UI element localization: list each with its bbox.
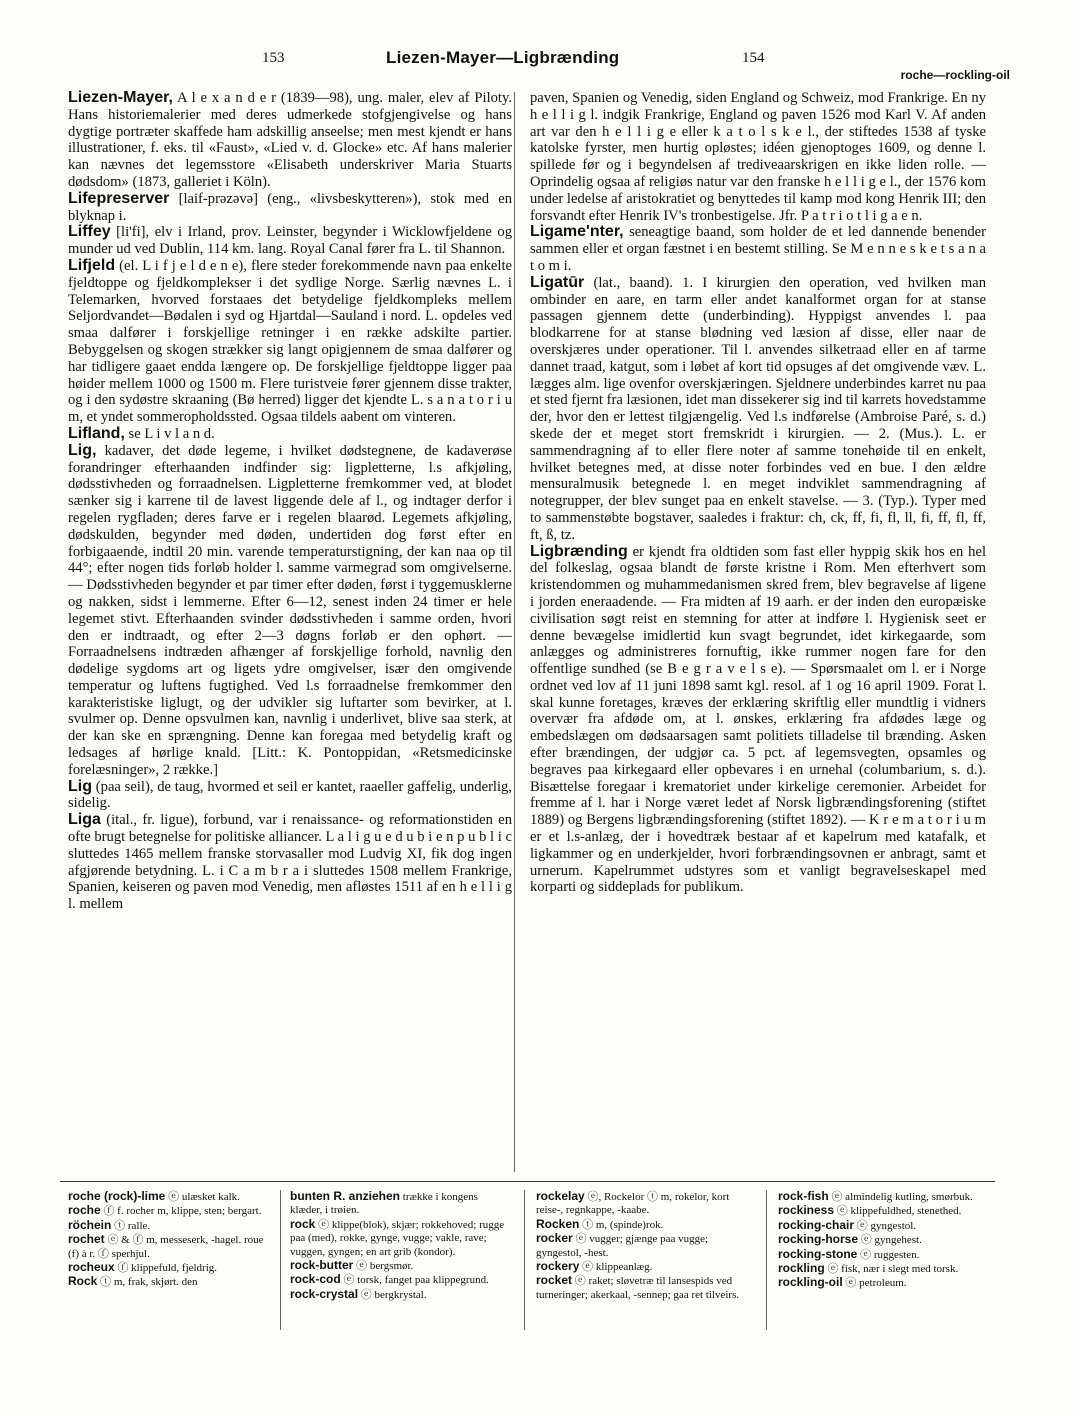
page-number-right: 154 bbox=[742, 50, 765, 66]
dictionary-entry bbox=[68, 1204, 273, 1218]
dictionary-entry bbox=[778, 1248, 992, 1262]
dictionary-entry bbox=[536, 1260, 752, 1274]
entry bbox=[530, 90, 986, 224]
dictionary-gloss: trække i kongens klæder, i trøien. bbox=[290, 1191, 478, 1217]
dictionary-entry bbox=[68, 1190, 273, 1204]
dictionary-word: Rock bbox=[68, 1274, 98, 1289]
dictionary-entry bbox=[290, 1190, 512, 1218]
dictionary-entry bbox=[778, 1233, 992, 1247]
headword: Liezen-Mayer, bbox=[68, 89, 173, 106]
entry-text: seneagtige baand, som holder de et led dannende benender sammen eller et organ fæstnet i en bestemt stilling. Se M e n n e s k e t s a n a t o m i. bbox=[530, 224, 986, 274]
dictionary-column-2 bbox=[290, 1190, 512, 1302]
dictionary-entry bbox=[778, 1262, 992, 1276]
dictionary-word: röchein bbox=[68, 1217, 112, 1232]
entry bbox=[68, 191, 512, 225]
column-divider bbox=[514, 92, 515, 1172]
dictionary-word: bunten R. anziehen bbox=[290, 1189, 401, 1203]
dictionary-gloss: ⓣ m, (spinde)rok. bbox=[579, 1218, 664, 1231]
entry-text: kadaver, det døde legeme, i hvilket dødstegnene, de kadaverøse forandringer efterhaanden indfinder sig: ligpletterne, l.s afkjøling, dødsstivheden og forraadnelsen. Ligpletterne fremkommer ved, at blodet sænker sig i karrene til de lavest liggende dele af l., og indtager derfor i regelen rygfladen; deres farve er i regelen blaarød. Legemets afkjøling, dødskulden, begynder med døden, undertiden dog først efter en forbigaaende, indtil 20 min. varende temperaturstigning, der kan naa op til 44°; efter nogen tids forløb holder l. samme varmegrad som omgivelserne. — Dødsstivheden begynder et par timer efter døden, først i tyggemusklerne og nakken, sidst i lemmerne. Efter 6—12, senest inden 24 timer er hele legemet stivt. Efterhaanden svinder dødsstivheden i samme orden, hvori den er indtraadt, og efter 2—3 døgns forløb er den ophørt. — Forraadnelsens indtræden afhænger af forskjellige forhold, navnlig den dødelige sygdoms art og ligets ydre omgivelser, især den omgivende temperatur og luftens fugtighed. Ved l.s forraadnelse fremkommer den karakteristiske liglugt, og der udvikler sig luftarter som bevirker, at l. svulmer op. Denne opsvulmen kan, navnlig i underlivet, blive saa sterk, at der kan ske en sprængning. Denne kan foregaa med betydelig kraft og ledsages af hørlige knald. [Litt.: K. Pontoppidan, «Retsmedicinske forelæsninger», 2 række.] bbox=[68, 442, 512, 778]
dictionary-entry bbox=[536, 1218, 752, 1232]
dictionary-gloss: ⓔ bergsmør. bbox=[353, 1260, 414, 1273]
dictionary-gloss: ⓕ klippefuld, fjeldrig. bbox=[114, 1262, 218, 1275]
dictionary-entry bbox=[778, 1204, 992, 1218]
dictionary-word: rocket bbox=[536, 1273, 573, 1288]
entry-text: (paa seil), de taug, hvormed et seil er kantet, raaeller gaffelig, underlig, sidelig. bbox=[68, 778, 512, 812]
dictionary-gloss: ⓔ klippefuldhed, stenethed. bbox=[834, 1205, 962, 1218]
dictionary-gloss: ⓔ torsk, fanget paa klippegrund. bbox=[340, 1274, 489, 1287]
dictionary-gloss: ⓔ gyngestol. bbox=[854, 1219, 917, 1232]
dictionary-word: roche bbox=[68, 1203, 101, 1218]
dictionary-word: rocking-horse bbox=[778, 1232, 859, 1247]
dictionary-divider bbox=[280, 1190, 281, 1330]
dictionary-entry bbox=[68, 1275, 273, 1289]
entry bbox=[68, 812, 512, 913]
dictionary-entry bbox=[536, 1274, 752, 1302]
headword: Lig bbox=[68, 777, 92, 795]
dictionary-entry bbox=[68, 1261, 273, 1275]
entry-text: [li'fi], elv i Irland, prov. Leinster, begynder i Wicklowfjeldene og munder ud ved Dublin, 114 km. lang. Royal Canal fører fra L. til Shannon. bbox=[68, 224, 512, 258]
entry-text: se L i v l a n d. bbox=[124, 425, 215, 442]
entry-text: [laif-prəzəvə] (eng., «livsbeskytteren»), stok med en blyknap i. bbox=[68, 190, 512, 224]
entry bbox=[68, 258, 512, 426]
headword: Lifepreserver bbox=[68, 189, 170, 207]
dictionary-word: rock-fish bbox=[778, 1189, 829, 1203]
left-column bbox=[68, 90, 512, 913]
dictionary-word: roche (rock)-lime bbox=[68, 1189, 166, 1203]
right-column bbox=[530, 90, 986, 896]
entry bbox=[530, 544, 986, 897]
entry bbox=[68, 443, 512, 779]
dictionary-word: rockery bbox=[536, 1259, 580, 1274]
dictionary-word: rock-cod bbox=[290, 1272, 341, 1287]
dictionary-range: roche—rockling-oil bbox=[900, 68, 1010, 82]
headword: Ligatūr bbox=[530, 273, 585, 291]
dictionary-gloss: ⓔ almindelig kutling, smørbuk. bbox=[828, 1191, 973, 1203]
dictionary-word: rockiness bbox=[778, 1203, 835, 1218]
dictionary-gloss: ⓔ klippeanlæg. bbox=[579, 1261, 653, 1274]
dictionary-gloss: ⓔ klippe(blok), skjær; rokkehoved; rugge paa (med), rokke, gynge, vugge; vakle, rave; vuggen, gyngen; en art grib (kondor). bbox=[290, 1218, 505, 1258]
dictionary-word: rocker bbox=[536, 1231, 573, 1246]
dictionary-entry bbox=[778, 1190, 992, 1204]
dictionary-gloss: ⓣ m, frak, skjørt. den bbox=[97, 1276, 198, 1289]
dictionary-gloss: ⓔ fisk, nær i slegt med torsk. bbox=[824, 1263, 959, 1276]
headword: Ligbrænding bbox=[530, 542, 628, 560]
dictionary-gloss: ⓔ ulæsket kalk. bbox=[165, 1191, 240, 1203]
dictionary-gloss: ⓔ gyngehest. bbox=[858, 1234, 922, 1247]
dictionary-gloss: ⓔ bergkrystal. bbox=[358, 1288, 427, 1301]
dictionary-entry bbox=[778, 1276, 992, 1290]
entry bbox=[530, 224, 986, 274]
page-header bbox=[0, 48, 1080, 82]
dictionary-word: rocheux bbox=[68, 1260, 115, 1275]
dictionary-entry bbox=[536, 1232, 752, 1260]
dictionary-word: rock-crystal bbox=[290, 1286, 359, 1301]
dictionary-column-1 bbox=[68, 1190, 273, 1290]
headword: Ligame'nter, bbox=[530, 223, 624, 241]
footer-divider bbox=[60, 1181, 995, 1182]
entry-text: A l e x a n d e r (1839—98), ung. maler, elev af Piloty. Hans historiemalerier med deres udmerkede stofgjengivelse og hans dygtige portræter skaffede ham adskillig anseelse; men mest kjendt er hans illustrationer, f. eks. til «Faust», «Lied v. d. Glocke» etc. Af hans malerier kan nævnes det legemsstore «Elisabeth underskriver Maria Stuarts dødsdom» (1873, galleriet i Köln). bbox=[68, 90, 512, 190]
dictionary-entry bbox=[68, 1233, 273, 1261]
dictionary-word: rocking-stone bbox=[778, 1246, 858, 1261]
headword: Liffey bbox=[68, 223, 111, 241]
dictionary-divider bbox=[766, 1190, 767, 1330]
page-number-left: 153 bbox=[262, 50, 285, 66]
dictionary-column-3 bbox=[536, 1190, 752, 1302]
entry bbox=[68, 90, 512, 191]
entry bbox=[68, 426, 512, 443]
dictionary-gloss: ⓔ ruggesten. bbox=[857, 1248, 920, 1261]
dictionary-entry bbox=[68, 1219, 273, 1233]
dictionary-word: rockling bbox=[778, 1261, 825, 1276]
dictionary-column-4 bbox=[778, 1190, 992, 1291]
page-title: Liezen-Mayer—Ligbrænding bbox=[386, 48, 620, 67]
dictionary-word: rockling-oil bbox=[778, 1275, 843, 1290]
headword: Lifland, bbox=[68, 424, 125, 442]
dictionary-word: rocking-chair bbox=[778, 1217, 855, 1232]
dictionary-gloss: ⓕ f. rocher m, klippe, sten; bergart. bbox=[100, 1205, 262, 1218]
entry bbox=[68, 224, 512, 258]
dictionary-gloss: ⓔ raket; sløvetræ til lansespids ved turneringer; akerkaal, -sennep; gaa ret tilveirs. bbox=[536, 1275, 740, 1301]
dictionary-divider bbox=[524, 1190, 525, 1330]
headword: Lifjeld bbox=[68, 256, 116, 274]
dictionary-entry bbox=[290, 1288, 512, 1302]
dictionary-entry bbox=[290, 1273, 512, 1287]
headword: Liga bbox=[68, 811, 101, 829]
dictionary-word: rockelay bbox=[536, 1189, 585, 1203]
dictionary-entry bbox=[536, 1190, 752, 1218]
entry-text: (ital., fr. ligue), forbund, var i renaissance- og reformationstiden en ofte brugt betegnelse for politiske alliancer. L a l i g u e d u b i e n p u b l i c sluttedes 1465 mellem franske storvasaller mod Ludvig XI, fik dog ingen afgjørende betydning. L. i C a m b r a i sluttedes 1508 mellem Frankrige, Spanien, keiseren og paven mod Venedig, men afløstes 1511 af en h e l l i g l. mellem bbox=[68, 812, 512, 913]
entry bbox=[68, 779, 512, 813]
dictionary-gloss: ⓔ petroleum. bbox=[842, 1277, 907, 1290]
entry-text: (lat., baand). 1. I kirurgien den operation, ved hvilken man ombinder en aare, en tarm eller andet kanalformet organ for at stanse passagen gjennem dette (underbinding). Hyppigst anvendes l. paa blodkarrene for at stanse blødning ved læsion af disse, eller naar de overskjæres under operationer. Til l. anvendes silketraad eller en af tarme dannet traad, katgut, som i løbet af kort tid opsuges af det omgivende væv. L. lægges alm. lige ovenfor overskjæringen. Sjeldnere underbindes karret nu paa et sted fjernt fra læsionen, idet man dissekerer sig ind til karrets hovedstamme der, hvor den er lettest tilgjængelig. Ved l.s indførelse (Ambroise Paré, s. d.) skede der et meget stort fremskridt i kirurgien. — 2. (Mus.). L. er sammendragning af to eller flere noter af samme tonehøide til en enkelt, hvilket betegnes med, at disse noter forbindes ved en bue. I den ældre mensuralmusik betegnede l. en meget indviklet sammendragning af notegrupper, der blev sunget paa en enkelt stavelse. — 3. (Typ.). Typer med to sammenstøbte bogstaver, saaledes i fraktur: ch, ck, ff, fi, fl, ll, fi, ff, fl, ff, ft, ß, tz. bbox=[530, 274, 986, 543]
dictionary-word: rock bbox=[290, 1216, 316, 1231]
dictionary-word: rock-butter bbox=[290, 1258, 354, 1273]
entry-text: er kjendt fra oldtiden som fast eller hyppig skik hos en hel del folkeslag, ogsaa blandt de første kristne i Rom. Men efterhvert som kristendommen og muhammedanismen skred frem, blev begravelse af ligene i jorden eneraadende. — Fra midten af 19 aarh. er der inden den europæiske civilisation søgt reist en stemning for atter at indføre l. Hygienisk seet er denne bevægelse imidlertid kun svagt begrundet, idet kirkegaarde, som anlægges og administreres fornuftig, ikke rummer nogen fare for den offentlige sundhed (se B e g r a v e l s e). — Spørsmaalet om l. er i Norge ordnet ved lov af 11 juni 1898 samt kgl. resol. af 1 og 16 april 1909. Forat l. skal kunne foretages, kræves der erklæring skriftlig eller mundtlig i vidners overvær fra afdøde om, at l. ønskes, erklæring fra afdødes læge og embedslægen om dødsaarsagen samt politiets tilladelse til brænding. Asken efter brændingen, der udgjør ca. 5 pct. af legemsvegten, opsamles og begraves paa kirkegaard eller opbevares i en urnehal (columbarium, s. d.). Bisættelse foregaar i krematoriet under kirkelige ceremonier. Arbeidet for fremme af l. har i Norge været ledet af Norsk ligbrændingsforening (stiftet 1889) og Bergens ligbrændingsforening (stiftet 1892). — K r e m a t o r i u m er et l.s-anlæg, der i hovedtræk bestaar af et kapelrum med katafalk, et ligkammer og en underkjelder, hvori forbrændingsovnen er anbragt, samt et urnerum. Kapelrummet udstyres som et vanligt begravelseskapel med korparti og siddeplads for publikum. bbox=[530, 543, 986, 896]
dictionary-entry bbox=[290, 1259, 512, 1273]
dictionary-gloss: ⓣ ralle. bbox=[111, 1219, 151, 1232]
dictionary-word: Rocken bbox=[536, 1216, 580, 1231]
entry-text: (el. L i f j e l d e n e), flere steder forekommende navn paa enkelte fjeldtoppe og fjeldkomplekser i det sydlige Norge. Særlig nævnes L. i Telemarken, hvorved forstaaes det betydelige fjeldkompleks mellem Seljordvandet—Bødalen i syd og Hjartdal—Sauland i nord. L. opdeles ved smaa dalfører i forskjellige retninger i en række adskilte partier. Bebyggelsen og skogen strækker sig langt opigjennem de smaa dalfører og har tidligere gaaet endda længere op. De forskjellige fjeldtoppe ligger paa høider mellem 1000 og 1500 m. Flere turistveie fører gjennem disse trakter, og i den sydøstre skraaning (Bø herred) ligger det kjendte L. s a n a t o r i u m, et yndet sommeropholdssted. Ogsaa tildels aabent om vinteren. bbox=[68, 257, 512, 426]
dictionary-word: rochet bbox=[68, 1232, 105, 1247]
dictionary-gloss: ⓔ, Rockelor ⓣ m, rokelor, kort reise-, regnkappe, -kaabe. bbox=[536, 1191, 730, 1217]
dictionary-gloss: ⓔ & ⓕ m, messeserk, -hagel. roue (f) à r. ⓕ sperhjul. bbox=[68, 1234, 264, 1260]
headword: Lig, bbox=[68, 441, 97, 459]
entry bbox=[530, 275, 986, 544]
dictionary-entry bbox=[290, 1218, 512, 1259]
dictionary-gloss: ⓔ vugger; gjænge paa vugge; gyngestol, -hest. bbox=[536, 1233, 709, 1259]
entry-text: paven, Spanien og Venedig, siden England og Schweiz, mod Frankrige. En ny h e l l i g l. indgik Frankrige, England og paven 1526 mod Karl V. Af anden art var den h e l l i g e eller k a t o l s k e l., der stiftedes 1538 af tyske katolske fyrster, men hurtig opløstes; idéen gjenoptoges 1609, og denne l. spillede før og i begyndelsen af trediveaarskrigen en ikke liden rolle. — Oprindelig ogsaa af religiøs natur var den franske h e l l i g e l., der 1576 kom under ledelse af aristokratiet og benyttedes til kamp mod kong Henrik III; den forsvandt efter Henrik IV's tronbestigelse. Jfr. P a t r i o t l i g a e n. bbox=[530, 90, 986, 224]
dictionary-entry bbox=[778, 1219, 992, 1233]
